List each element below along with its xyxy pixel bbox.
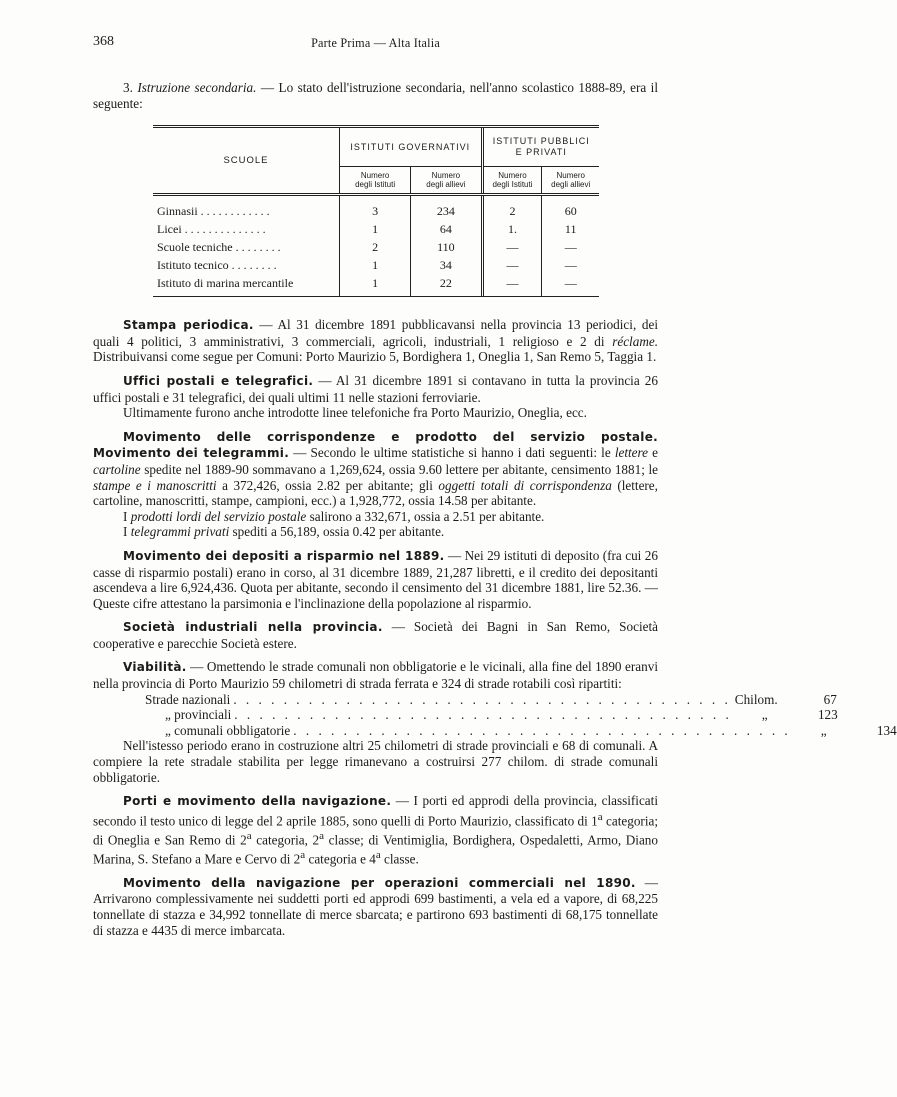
sub-header-b: degli Istituti <box>492 180 533 190</box>
sub-header-institutes <box>482 167 542 195</box>
navigation-text: — Arrivarono complessivamente nei suddetti porti ed approdi 699 bastimenti, a vela ed a vapore, di 68,225 tonnellate di stazza e 34,992 tonnellate di merce sbarcata; e partirono 693 bastimenti di 68,175 tonnellate di stazza e 4435 di merce imbarcata. <box>93 874 658 938</box>
sub-header-pupils <box>542 167 599 195</box>
savings-heading: Movimento dei depositi a risparmio nel 1889. <box>123 548 445 563</box>
press-italic: réclame. <box>612 333 658 349</box>
leader-dots: . . . . . . . . . . . . . . . . . . . . . . . . . . . . . . . . . . . . . . . . <box>293 722 791 738</box>
revenue-italic: prodotti lordi del servizio postale <box>130 508 307 524</box>
companies-paragraph <box>93 619 658 651</box>
row-name: Ginnasii . . . . . . . . . . . . <box>153 195 340 222</box>
gov-institutes: 3 <box>372 204 379 219</box>
companies-heading: Società industriali nella provincia. <box>123 620 383 635</box>
telephone-paragraph: Ultimamente furono anche introdotte linee telefoniche fra Porto Maurizio, Oneglia, ecc. <box>123 405 587 421</box>
savings-text: — Nei 29 istituti di deposito (fra cui 26 casse di risparmio postali) erano in corso, al 31 dicembre 1889, 21,287 libretti, e il credito dei depositanti ascendeva a lire 6,924,436. Quota per abitante, secondo il censimento del 31 dicembre 1881, lire 52.36. — Queste cifre attestano la parsimonia e l'inclinazione della popolazione al risparmio. <box>93 547 658 611</box>
leader-dots: . . . . . . . . . . . . . . . . . . . . . . . . . . . . . . . . . . . . . . . . <box>233 691 731 707</box>
col-header-public-1: ISTITUTI PUBBLICI <box>492 136 590 147</box>
sub-header-pupils <box>411 167 482 195</box>
mail-text: spedite nel 1889-90 sommavano a 1,269,624, ossia 9.60 lettere per abitante, censimento 1881; le <box>140 461 658 477</box>
mail-movement-heading: Movimento delle corrispondenze e prodotto del servizio postale. Movimento dei telegrammi. <box>93 429 658 461</box>
roads-construction-paragraph: Nell'istesso periodo erano in costruzione altri 25 chilometri di strade provinciali e 68 di comunali. A compiere la rete stradale stabilita per legge rimanevano a costruirsi 277 chilom. di strade comunali obbligatorie. <box>93 738 658 785</box>
ports-paragraph <box>93 793 658 867</box>
ports-sup: a <box>246 829 252 842</box>
road-unit: Chilom. <box>734 691 778 707</box>
sub-header-a: Numero <box>360 171 390 181</box>
gov-institutes: 1 <box>372 276 379 291</box>
ports-sup: a <box>300 848 306 861</box>
gov-pupils: 234 <box>411 195 482 222</box>
secondary-title: Istruzione secondaria. <box>137 80 257 95</box>
mail-italic: lettere <box>614 445 649 461</box>
pub-institutes: — <box>482 275 542 296</box>
table-row <box>153 239 599 257</box>
post-offices-paragraph <box>93 373 658 405</box>
companies-text: — Società dei Bagni in San Remo, Società cooperative e parecchie Società estere. <box>93 619 658 651</box>
road-unit: „ <box>761 707 768 723</box>
table-row <box>153 257 599 275</box>
press-text-2: Distribuivansi come segue per Comuni: Porto Maurizio 5, Bordighera 1, Oneglia 1, San Remo 5, Taggia 1. <box>93 349 657 365</box>
list-item <box>145 707 838 723</box>
telegrams-italic: telegrammi privati <box>130 524 230 540</box>
sub-header-institutes <box>340 167 411 195</box>
page-number: 368 <box>93 34 114 49</box>
telegrams-paragraph <box>93 524 658 540</box>
mail-italic: stampe e i manoscritti <box>93 477 217 493</box>
leader-dots: . . . . . . . . . . . . . . . . . . . . . . . . . . . . . . . . . . . . . . . . <box>234 707 732 723</box>
gov-institutes: 1 <box>372 222 379 237</box>
schools-table <box>153 125 599 297</box>
col-header-government-label: ISTITUTI GOVERNATIVI <box>350 141 471 152</box>
table-row <box>153 275 599 296</box>
road-value: 123 <box>817 707 838 723</box>
gov-institutes: 2 <box>372 240 379 255</box>
col-header-government <box>340 128 483 167</box>
navigation-paragraph <box>93 875 658 938</box>
ports-text: classe; di Ventimiglia, Bordighera, Ospedaletti, Armo, Diano Marina, S. Stefano a Mare e Cervo di 2 <box>93 832 658 867</box>
row-name: Istituto di marina mercantile <box>153 275 340 296</box>
gov-pupils: 34 <box>411 257 482 275</box>
ports-text: classe. <box>380 851 419 867</box>
telegrams-text: I <box>123 524 131 540</box>
mail-text: e <box>648 445 659 461</box>
postal-revenue-paragraph <box>93 509 658 525</box>
sub-header-b: degli Istituti <box>355 180 396 190</box>
revenue-text: I <box>123 508 131 524</box>
roads-list <box>145 691 897 739</box>
page <box>93 30 897 938</box>
gov-pupils: 110 <box>411 239 482 257</box>
navigation-heading: Movimento della navigazione per operazioni commerciali nel 1890. <box>123 875 636 890</box>
ports-text: categoria, 2 <box>251 832 320 848</box>
mail-italic: cartoline <box>93 461 141 477</box>
col-header-schools: SCUOLE <box>153 128 340 195</box>
list-item <box>145 722 897 739</box>
pub-institutes: — <box>482 239 542 257</box>
table-row <box>153 221 599 239</box>
sub-header-a: Numero <box>498 171 527 181</box>
telegrams-text: spediti a 56,189, ossia 0.42 per abitante. <box>229 524 445 540</box>
ports-text: — I porti ed approdi della provincia, classificati secondo il testo unico di legge del 2 aprile 1885, sono quelli di Porto Maurizio, classificato di 1 <box>93 793 658 829</box>
roads-text: — Omettendo le strade comunali non obbligatorie e le vicinali, alla fine del 1890 eranvi nella provincia di Porto Maurizio 59 chilometri di strada ferrata e 324 di strade rotabili così ripartiti: <box>93 659 658 692</box>
press-paragraph <box>93 317 658 365</box>
row-name: Licei . . . . . . . . . . . . . . <box>153 221 340 239</box>
post-offices-heading: Uffici postali e telegrafici. <box>123 373 314 388</box>
sub-header-b: degli allievi <box>551 180 591 190</box>
row-name: Istituto tecnico . . . . . . . . <box>153 257 340 275</box>
road-value: 67 <box>823 691 837 707</box>
secondary-text: — Lo stato dell'istruzione secondaria, nell'anno scolastico 1888-89, era il seguente: <box>93 80 658 111</box>
ports-sup: a <box>319 829 325 842</box>
pub-institutes: — <box>482 257 542 275</box>
sub-header-b: degli allievi <box>426 180 466 190</box>
mail-movement-paragraph <box>93 429 658 509</box>
ports-sup: a <box>597 810 603 823</box>
pub-institutes: 2 <box>482 195 542 222</box>
mail-text: (lettere, cartoline, manoscritti, stampe, campioni, ecc.) a 1,928,772, ossia 14.58 per abitante. <box>93 477 658 509</box>
row-name: Scuole tecniche . . . . . . . . <box>153 239 340 257</box>
gov-pupils: 22 <box>411 275 482 296</box>
mail-italic: oggetti totali di corrispondenza <box>438 477 612 493</box>
press-text-1: — Al 31 dicembre 1891 pubblicavansi nella provincia 13 periodici, dei quali 4 politici, 3 amministrativi, 3 commerciali, agricoli, industriali, 1 religioso e 2 di <box>93 317 658 349</box>
pub-institutes: 1. <box>482 221 542 239</box>
gov-pupils: 64 <box>411 221 482 239</box>
section-number: 3. <box>123 80 133 95</box>
pub-pupils: 11 <box>542 221 599 239</box>
running-title: Parte Prima — Alta Italia <box>311 36 440 50</box>
pub-pupils: — <box>542 257 599 275</box>
ports-heading: Porti e movimento della navigazione. <box>123 794 392 809</box>
press-heading: Stampa periodica. <box>123 318 254 333</box>
mail-text: — Secondo le ultime statistiche si hanno i dati seguenti: le <box>289 445 615 461</box>
list-item <box>145 691 837 708</box>
roads-paragraph <box>93 659 658 691</box>
gov-institutes: 1 <box>372 258 379 273</box>
secondary-education-paragraph <box>93 80 658 111</box>
page-header <box>93 30 658 52</box>
roads-heading: Viabilità. <box>123 660 187 675</box>
pub-pupils: — <box>542 239 599 257</box>
post-offices-text: — Al 31 dicembre 1891 si contavano in tutta la provincia 26 uffici postali e 31 telegrafici, dei quali ultimi 11 nelle stazioni ferroviarie. <box>93 372 658 405</box>
mail-text: a 372,426, ossia 2.82 per abitante; gli <box>216 477 439 493</box>
col-header-public-private <box>482 128 599 167</box>
col-header-public-2: E PRIVATI <box>515 147 567 158</box>
road-label: „ comunali obbligatorie <box>165 722 291 738</box>
ports-sup: a <box>375 848 381 861</box>
revenue-text: salirono a 332,671, ossia a 2.51 per abitante. <box>306 508 545 524</box>
road-label: „ provinciali <box>165 707 232 723</box>
sub-header-a: Numero <box>556 171 585 181</box>
table-row <box>153 195 599 222</box>
sub-header-a: Numero <box>431 171 461 181</box>
ports-text: categoria; di Oneglia e San Remo di 2 <box>93 813 659 848</box>
pub-pupils: 60 <box>542 195 599 222</box>
road-unit: „ <box>820 722 827 738</box>
road-label: Strade nazionali <box>145 691 231 707</box>
savings-paragraph <box>93 548 658 611</box>
pub-pupils: — <box>542 275 599 296</box>
road-value: 134 <box>876 722 897 738</box>
ports-text: categoria e 4 <box>305 851 376 867</box>
